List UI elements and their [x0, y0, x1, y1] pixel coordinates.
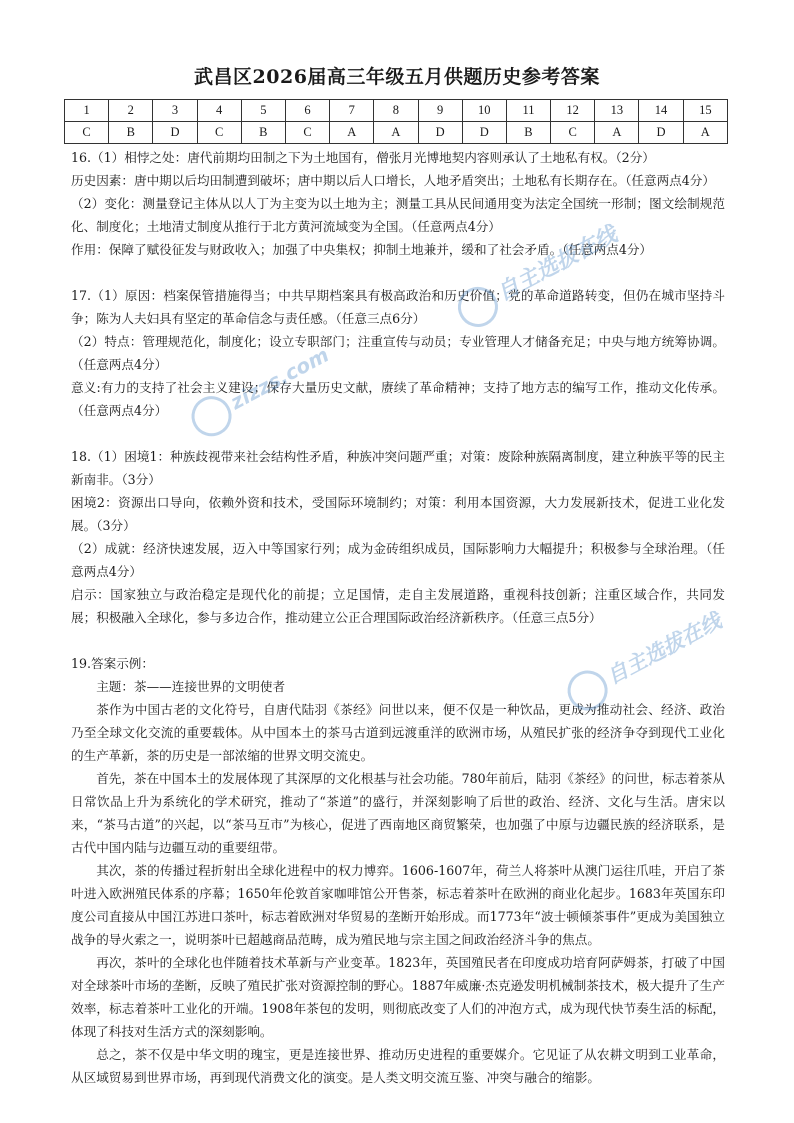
question-number-cell: 8 [374, 100, 418, 122]
section-spacer [71, 629, 725, 652]
answer-cell: A [374, 122, 418, 144]
answer-paragraph: 总之，茶不仅是中华文明的瑰宝，更是连接世界、推动历史进程的重要媒介。它见证了从农耕文明到工业革命，从区域贸易到世界市场，再到现代消费文化的演变。是人类文明交流互鉴、冲突与融合的缩影。 [71, 1047, 725, 1085]
answer-cell: B [109, 122, 153, 144]
question-number-cell: 5 [241, 100, 285, 122]
answer-cell: A [330, 122, 374, 144]
question-number-cell: 12 [551, 100, 595, 122]
essay-theme: 主题：茶——连接世界的文明使者 [96, 679, 286, 694]
question-number-cell: 1 [65, 100, 109, 122]
answer-paragraph: 历史因素：唐中期以后均田制遭到破坏；唐中期以后人口增长，人地矛盾突出；土地私有长期存在。（任意两点4分） [71, 173, 715, 188]
question-number-cell: 14 [639, 100, 683, 122]
answer-cell: A [683, 122, 727, 144]
question-number-cell: 9 [418, 100, 462, 122]
question-number-cell: 6 [285, 100, 329, 122]
answer-paragraph: 意义:有力的支持了社会主义建设；保存大量历史文献，赓续了革命精神；支持了地方志的编写工作，推动文化传承。（任意两点4分） [71, 380, 725, 418]
question-number-cell: 3 [153, 100, 197, 122]
answer-paragraph: 19.答案示例： [71, 656, 154, 671]
answer-paragraph: （2）特点：管理规范化，制度化；设立专职部门；注重宣传与动员；专业管理人才储备充足；中央与地方统筹协调。（任意两点4分） [71, 334, 725, 372]
question-number-cell: 7 [330, 100, 374, 122]
answer-row [65, 122, 728, 144]
answer-paragraph: 茶作为中国古老的文化符号，自唐代陆羽《茶经》问世以来，便不仅是一种饮品，更成为推动社会、经济、政治乃至全球文化交流的重要载体。从中国本土的茶马古道到远渡重洋的欧洲市场，从殖民扩张的经济争夺到现代工业化的生产革新，茶的历史是一部浓缩的世界文明交流史。 [71, 702, 725, 763]
answer-cell: C [285, 122, 329, 144]
answer-cell: D [639, 122, 683, 144]
watermark: zizzs.com [184, 337, 337, 444]
question-number-cell: 2 [109, 100, 153, 122]
answer-cell: D [418, 122, 462, 144]
question-number-cell: 11 [506, 100, 550, 122]
question-number-cell: 13 [595, 100, 639, 122]
answer-cell: B [506, 122, 550, 144]
answer-cell: C [551, 122, 595, 144]
answer-cell: C [197, 122, 241, 144]
watermark: 自主选拔在线 [561, 602, 730, 717]
answer-cell: D [153, 122, 197, 144]
answer-paragraph: 16.（1）相悖之处：唐代前期均田制之下为土地国有，僧张月光博地契内容则承认了土地私有权。（2分） [71, 150, 655, 165]
answer-cell: C [65, 122, 109, 144]
answer-paragraph: 困境2：资源出口导向，依赖外资和技术，受国际环境制约；对策：利用本国资源，大力发展新技术，促进工业化发展。（3分） [71, 495, 725, 533]
answer-paragraph: 启示：国家独立与政治稳定是现代化的前提；立足国情，走自主发展道路，重视科技创新；注重区域合作，共同发展；积极融入全球化，参与多边合作，推动建立公正合理国际政治经济新秩序。（任意三点5分） [71, 587, 725, 625]
answer-cell: D [462, 122, 506, 144]
answer-body [71, 146, 725, 1089]
answer-paragraph: 其次，茶的传播过程折射出全球化进程中的权力博弈。1606-1607年，荷兰人将茶叶从澳门运往爪哇，开启了茶叶进入欧洲殖民体系的序幕；1650年伦敦首家咖啡馆公开售茶，标志着茶叶在欧洲的商业化起步。1683年英国东印度公司直接从中国江苏进口茶叶，标志着欧洲对华贸易的垄断开始形成。而1773年“波士顿倾茶事件”更成为美国独立战争的导火索之一，说明茶叶已超越商品范畴，成为殖民地与宗主国之间政治经济斗争的焦点。 [71, 863, 725, 947]
answer-paragraph: 17.（1）原因：档案保管措施得当；中共早期档案具有极高政治和历史价值；党的革命道路转变，但仍在城市坚持斗争；陈为人夫妇具有坚定的革命信念与责任感。（任意三点6分） [71, 288, 725, 326]
watermark: 自主选拔在线 [451, 216, 625, 334]
answer-paragraph: 18.（1）困境1：种族歧视带来社会结构性矛盾，种族冲突问题严重；对策：废除种族隔离制度，建立种族平等的民主新南非。（3分） [71, 449, 725, 487]
question-number-cell: 4 [197, 100, 241, 122]
answer-paragraph: （2）变化：测量登记主体从以人丁为主变为以土地为主；测量工具从民间通用变为法定全国统一形制；图文绘制规范化、制度化；土地清丈制度从推行于北方黄河流域变为全国。（任意两点4分） [71, 196, 725, 234]
question-number-cell: 15 [683, 100, 727, 122]
answer-paragraph: 首先，茶在中国本土的发展体现了其深厚的文化根基与社会功能。780年前后，陆羽《茶经》的问世，标志着茶从日常饮品上升为系统化的学术研究，推动了“茶道”的盛行，并深刻影响了后世的政治、经济、文化与生活。唐宋以来，“茶马古道”的兴起，以“茶马互市”为核心，促进了西南地区商贸繁荣，也加强了中原与边疆民族的经济联系，是古代中国内陆与边疆互动的重要纽带。 [71, 771, 725, 855]
answer-paragraph: 作用：保障了赋役征发与财政收入；加强了中央集权；抑制土地兼并，缓和了社会矛盾。（任意两点4分） [71, 242, 653, 257]
section-spacer [71, 261, 725, 284]
question-number-cell: 10 [462, 100, 506, 122]
section-spacer [71, 422, 725, 445]
answer-cell: A [595, 122, 639, 144]
answer-paragraph: 再次，茶叶的全球化也伴随着技术革新与产业变革。1823年，英国殖民者在印度成功培育阿萨姆茶，打破了中国对全球茶叶市场的垄断，反映了殖民扩张对资源控制的野心。1887年威廉·杰克逊发明机械制茶技术，极大提升了生产效率，标志着茶叶工业化的开端。1908年茶包的发明，则彻底改变了人们的冲泡方式，成为现代快节奏生活的标配，体现了科技对生活方式的深刻影响。 [71, 955, 725, 1039]
answer-paragraph: （2）成就：经济快速发展，迈入中等国家行列；成为金砖组织成员，国际影响力大幅提升；积极参与全球治理。（任意两点4分） [71, 541, 725, 579]
page-title: 武昌区2026届高三年级五月供题历史参考答案 [194, 66, 600, 88]
answer-cell: B [241, 122, 285, 144]
answer-key-table [64, 99, 728, 144]
question-number-row [65, 100, 728, 122]
